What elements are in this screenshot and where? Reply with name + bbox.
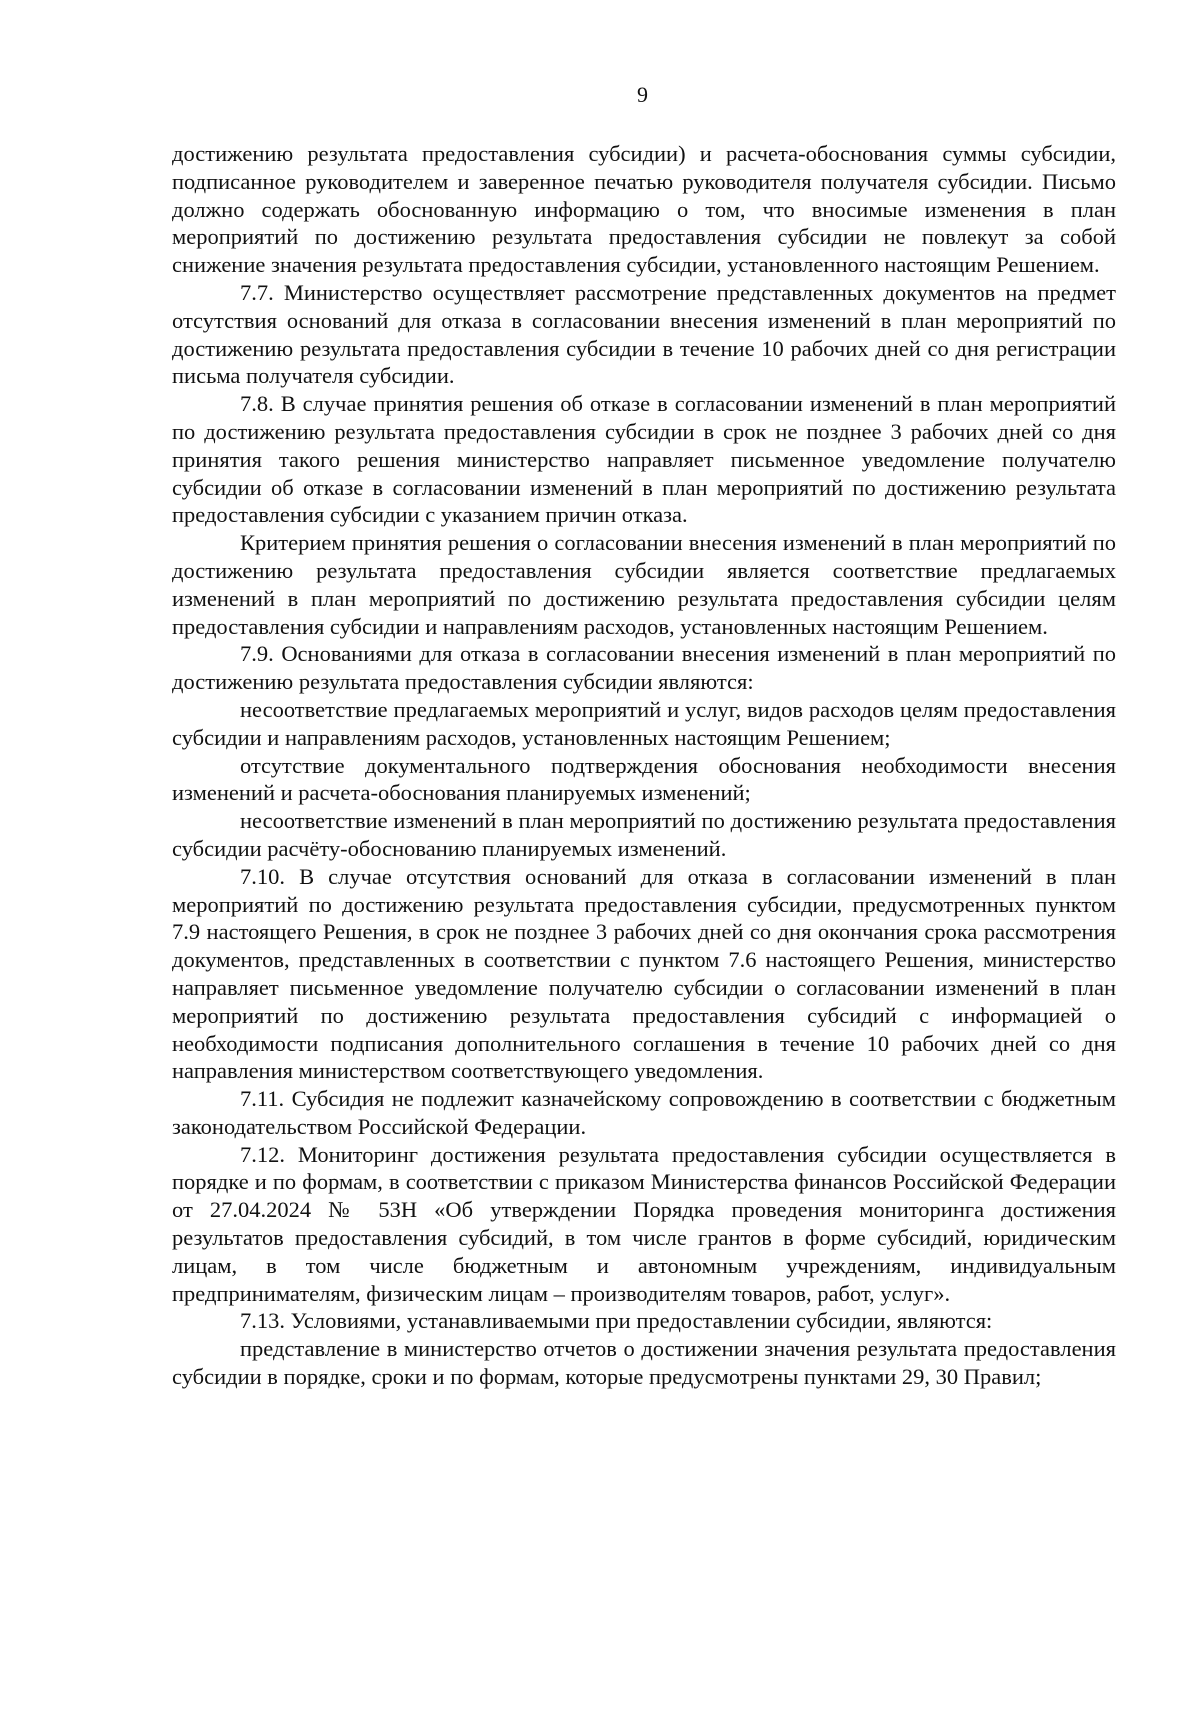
paragraph-7-10: 7.10. В случае отсутствия оснований для отказа в согласовании изменений в план мероприятий по достижению результата предоставления субсидии, предусмотренных пунктом 7.9 настоящего Решения, в срок не позднее 3 рабочих дней со дня окончания срока рассмотрения документов, представленных в соответствии с пунктом 7.6 настоящего Решения, министерство направляет письменное уведомление получателю субсидии о согласовании изменений в план мероприятий по достижению результата предоставления субсидий с информацией о необходимости подписания дополнительного соглашения в течение 10 рабочих дней со дня направления министерством соответствующего уведомления. [172, 863, 1116, 1084]
list-item-reports: представление в министерство отчетов о достижении значения результата предоставления субсидии в порядке, сроки и по формам, которые предусмотрены пунктами 29, 30 Правил; [172, 1336, 1116, 1390]
paragraph-7-13: 7.13. Условиями, устанавливаемыми при предоставлении субсидии, являются: [240, 1308, 993, 1334]
list-item-mismatch: несоответствие изменений в план мероприятий по достижению результата предоставления субсидии расчёту-обоснованию планируемых изменений. [172, 808, 1116, 861]
paragraph-criterion: Критерием принятия решения о согласовании внесения изменений в план мероприятий по достижению результата предоставления субсидии является соответствие предлагаемых изменений в план мероприятий по достижению результата предоставления субсидии целям предоставления субсидии и направлениям расходов, установленных настоящим Решением. [172, 530, 1116, 639]
page-number: 9 [637, 82, 648, 107]
paragraph-7-12: 7.12. Мониторинг достижения результата предоставления субсидии осуществляется в порядке и по формам, в соответствии с приказом Министерства финансов Российской Федерации от 27.04.2024 № 53Н «Об утверждении Порядка проведения мониторинга достижения результатов предоставления субсидий, в том числе грантов в форме субсидий, юридическим лицам, в том числе бюджетным и автономным учреждениям, индивидуальным предпринимателям, физическим лицам – производителям товаров, работ, услуг». [172, 1141, 1116, 1306]
paragraph-7-8: 7.8. В случае принятия решения об отказе в согласовании изменений в план мероприятий по достижению результата предоставления субсидии в срок не позднее 3 рабочих дней со дня принятия такого решения министерство направляет письменное уведомление получателю субсидии об отказе в согласовании изменений в план мероприятий по достижению результата предоставления субсидии с указанием причин отказа. [172, 391, 1116, 528]
list-item-no-confirmation: отсутствие документального подтверждения обоснования необходимости внесения изменений и расчета-обоснования планируемых изменений; [172, 752, 1116, 806]
paragraph-7-9: 7.9. Основаниями для отказа в согласовании внесения изменений в план мероприятий по достижению результата предоставления субсидии являются: [172, 641, 1116, 695]
paragraph-7-7: 7.7. Министерство осуществляет рассмотрение представленных документов на предмет отсутствия оснований для отказа в согласовании внесения изменений в план мероприятий по достижению результата предоставления субсидии в течение 10 рабочих дней со дня регистрации письма получателя субсидии. [172, 279, 1116, 389]
document-body [172, 140, 1116, 1391]
paragraph-7-11: 7.11. Субсидия не подлежит казначейскому сопровождению в соответствии с бюджетным законодательством Российской Федерации. [172, 1086, 1116, 1139]
list-item-inconsistency: несоответствие предлагаемых мероприятий и услуг, видов расходов целям предоставления субсидии и направлениям расходов, установленных настоящим Решением; [172, 696, 1116, 750]
paragraph-continuation: достижению результата предоставления субсидии) и расчета-обоснования суммы субсидии, подписанное руководителем и заверенное печатью руководителя получателя субсидии. Письмо должно содержать обоснованную информацию о том, что вносимые изменения в план мероприятий по достижению результата предоставления субсидии не повлекут за собой снижение значения результата предоставления субсидии, установленного настоящим Решением. [172, 141, 1116, 278]
